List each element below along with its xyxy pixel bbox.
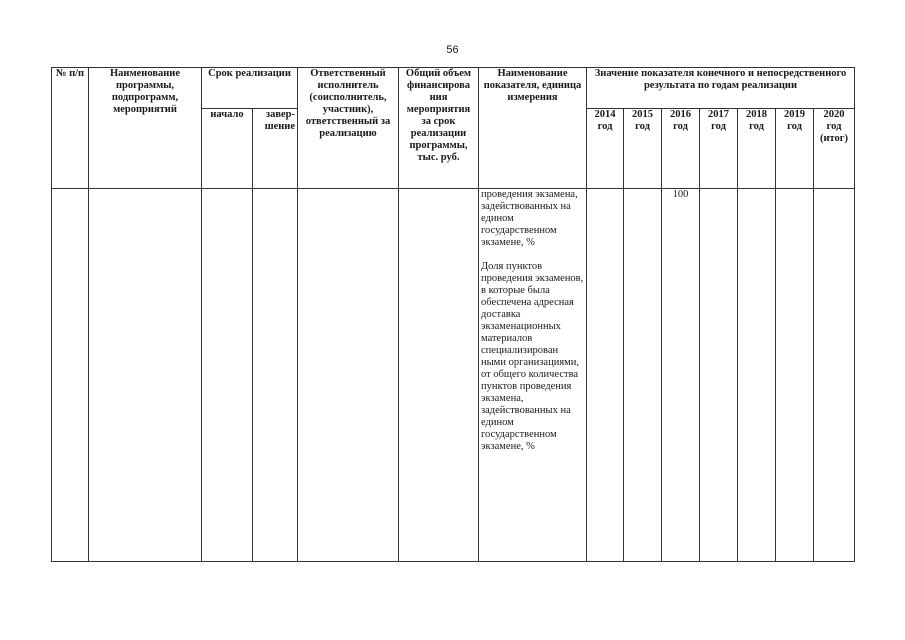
header-financing: Общий объем финансирова ния мероприятия за срок реализации программы, тыс. руб. xyxy=(399,68,479,189)
page-number: 56 xyxy=(446,44,459,56)
header-year-2016: 2016 год xyxy=(662,109,700,189)
cell-program-name xyxy=(89,189,202,562)
header-year-2019: 2019 год xyxy=(776,109,814,189)
cell-term-start xyxy=(202,189,253,562)
header-term: Срок реализации xyxy=(202,68,298,109)
cell-financing xyxy=(399,189,479,562)
cell-value-2016: 100 xyxy=(662,189,700,562)
header-term-start: начало xyxy=(202,109,253,189)
header-term-end: завер-шение xyxy=(253,109,298,189)
header-year-2015: 2015 год xyxy=(624,109,662,189)
header-values-group: Значение показателя конечного и непосредственного результата по годам реализации xyxy=(587,68,855,109)
header-program-name: Наименование программы, подпрограмм, мероприятий xyxy=(89,68,202,189)
indicator-text-part2: Доля пунктов проведения экзаменов, в которые была обеспечена адресная доставка экзаменационных материалов специализирован ными организациями, от общего количества пунктов проведения экзамена, задействованных на едином государственном экзамене, % xyxy=(481,261,584,453)
cell-value-2015 xyxy=(624,189,662,562)
header-indicator: Наименование показателя, единица измерения xyxy=(479,68,587,189)
header-year-2014: 2014 год xyxy=(587,109,624,189)
cell-value-2020 xyxy=(814,189,855,562)
header-responsible: Ответственный исполнитель (соисполнитель, участник), ответственный за реализацию xyxy=(298,68,399,189)
cell-value-2017 xyxy=(700,189,738,562)
cell-term-end xyxy=(253,189,298,562)
indicators-table xyxy=(51,67,855,562)
header-year-2018: 2018 год xyxy=(738,109,776,189)
cell-indicator xyxy=(479,189,587,562)
header-year-2020: 2020 год (итог) xyxy=(814,109,855,189)
cell-value-2019 xyxy=(776,189,814,562)
header-row-1 xyxy=(52,68,855,109)
cell-num xyxy=(52,189,89,562)
indicator-text-part1: проведения экзамена, задействованных на едином государственном экзамене, % xyxy=(481,189,578,248)
table-row xyxy=(52,189,855,562)
cell-value-2014 xyxy=(587,189,624,562)
header-year-2017: 2017 год xyxy=(700,109,738,189)
header-num: № п/п xyxy=(52,68,89,189)
cell-value-2018 xyxy=(738,189,776,562)
cell-responsible xyxy=(298,189,399,562)
